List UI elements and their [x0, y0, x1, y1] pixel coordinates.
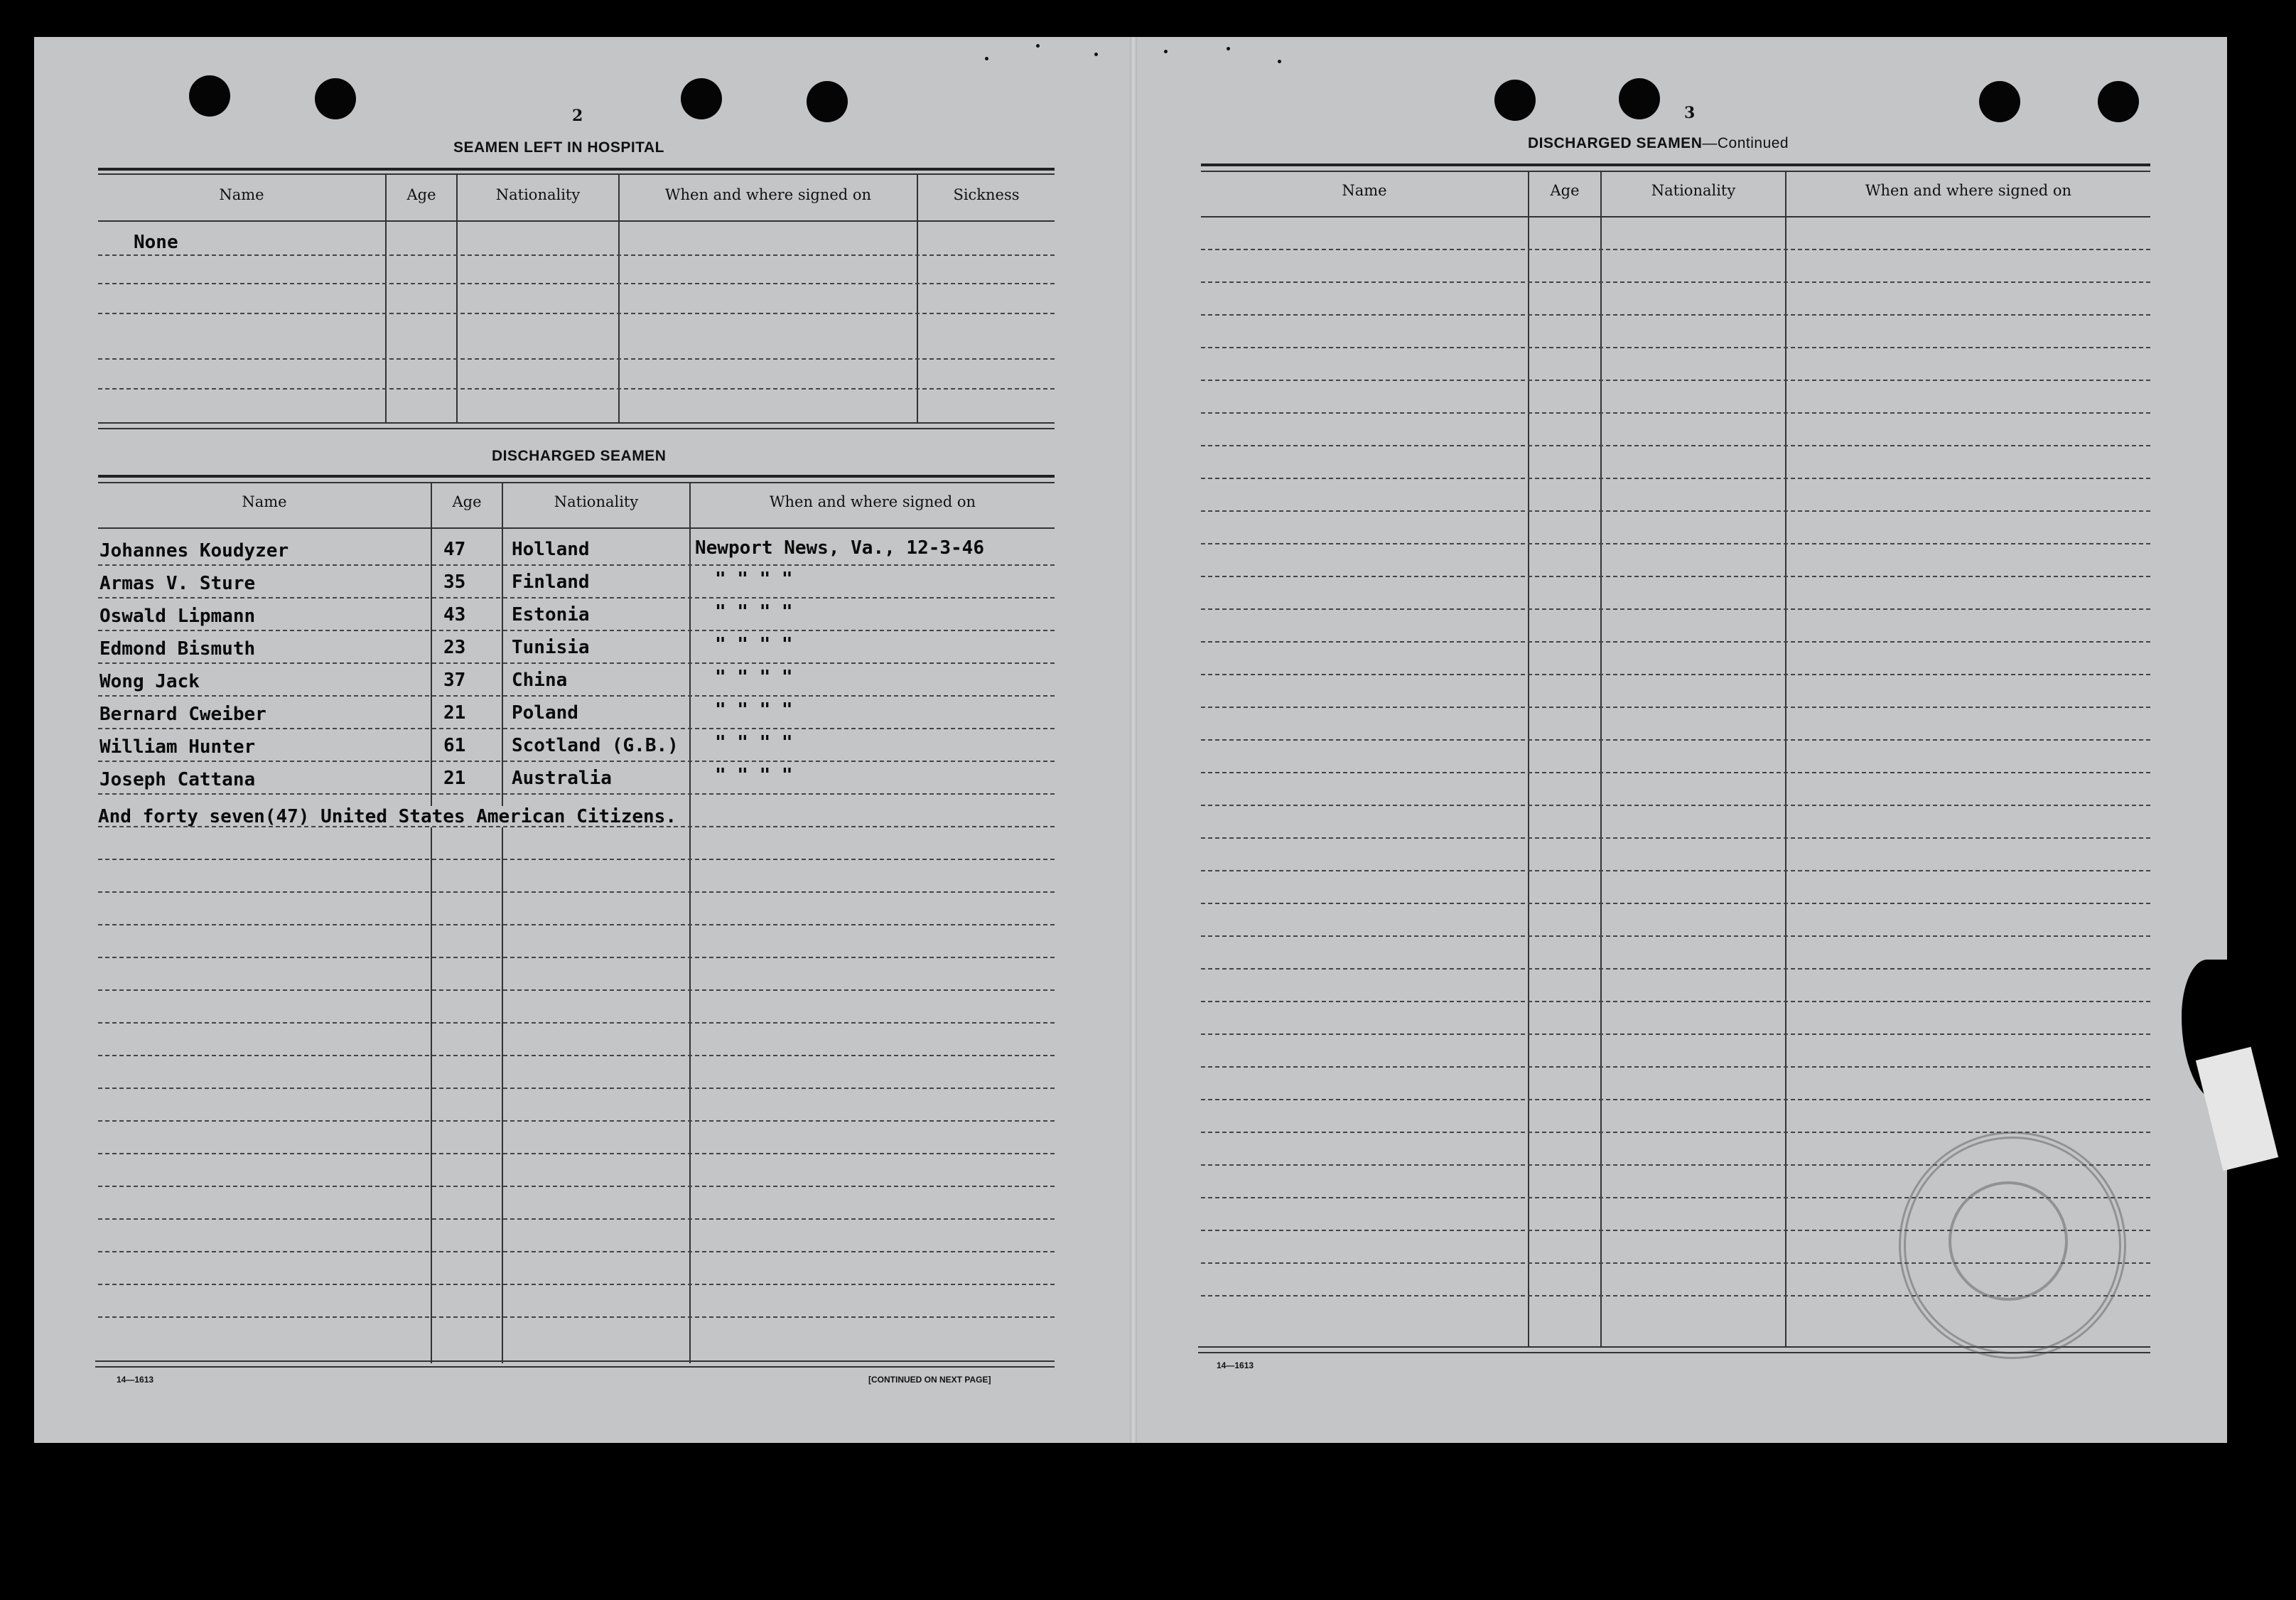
rule: [95, 1360, 1055, 1362]
citizens-note: And forty seven(47) United States American Citizens.: [98, 806, 679, 827]
dotted-rule: [98, 924, 1055, 925]
dotted-rule: [1201, 380, 2150, 381]
dotted-rule: [1201, 510, 2150, 512]
cell-name: Oswald Lipmann: [99, 606, 256, 627]
rule: [98, 527, 1055, 529]
speck: [1278, 60, 1281, 63]
dotted-rule: [1201, 903, 2150, 904]
dotted-rule: [98, 1055, 1055, 1056]
cell-nationality: Holland: [512, 539, 590, 560]
column-divider: [689, 483, 691, 1363]
cell-age: 43: [443, 604, 466, 625]
form-number: 14—1613: [1217, 1360, 1254, 1370]
continued-section-title: [1528, 135, 1789, 152]
cell-name: Johannes Koudyzer: [99, 540, 289, 562]
punch-hole: [1619, 78, 1660, 119]
column-divider: [502, 483, 503, 1363]
dotted-rule: [98, 891, 1055, 893]
dotted-rule: [1201, 1066, 2150, 1068]
hospital-section-title: SEAMEN LEFT IN HOSPITAL: [453, 139, 664, 156]
cell-name: William Hunter: [99, 736, 256, 758]
dotted-rule: [98, 1251, 1055, 1252]
cell-nationality: Estonia: [512, 604, 590, 625]
dotted-rule: [1201, 445, 2150, 446]
dotted-rule: [98, 564, 1055, 566]
dotted-rule: [98, 283, 1055, 284]
hospital-entry: None: [134, 232, 178, 253]
column-header-nationality: Nationality: [495, 186, 581, 203]
dotted-rule: [1201, 837, 2150, 839]
dotted-rule: [1201, 1033, 2150, 1035]
column-divider: [456, 175, 458, 422]
column-header-sickness: Sickness: [953, 186, 1020, 203]
cell-nationality: Scotland (G.B.): [512, 735, 679, 756]
rule: [98, 422, 1055, 424]
column-header-name: Name: [219, 186, 264, 203]
cell-signed-on: Newport News, Va., 12-3-46: [695, 537, 984, 559]
rule: [95, 1366, 1055, 1368]
dotted-rule: [98, 989, 1055, 991]
dotted-rule: [1201, 576, 2150, 577]
rule: [98, 428, 1055, 429]
column-divider: [1528, 172, 1529, 1348]
column-header-nationality: Nationality: [1651, 182, 1736, 199]
column-header-signed-on: When and where signed on: [1865, 182, 2072, 199]
cell-age: 21: [443, 768, 466, 789]
dotted-rule: [98, 388, 1055, 390]
dotted-rule: [98, 662, 1055, 664]
rule: [1201, 171, 2150, 172]
cell-name: Joseph Cattana: [99, 769, 256, 790]
punch-hole: [189, 75, 230, 117]
page-fold: [1130, 37, 1137, 1443]
cell-signed-on: " " " ": [715, 634, 793, 655]
dotted-rule: [1201, 249, 2150, 250]
cell-name: Bernard Cweiber: [99, 704, 266, 725]
page-number: 2: [572, 107, 583, 125]
cell-age: 47: [443, 539, 466, 560]
dotted-rule: [98, 1218, 1055, 1220]
dotted-rule: [1201, 347, 2150, 348]
dotted-rule: [1201, 739, 2150, 741]
column-header-age: Age: [452, 493, 482, 510]
rule: [98, 220, 1055, 222]
dotted-rule: [1201, 707, 2150, 708]
speck: [1227, 47, 1230, 50]
dotted-rule: [98, 630, 1055, 631]
punch-hole: [1494, 80, 1536, 121]
dotted-rule: [98, 1120, 1055, 1122]
dotted-rule: [98, 761, 1055, 762]
rule: [98, 168, 1055, 171]
dotted-rule: [98, 793, 1055, 795]
punch-hole: [2098, 81, 2139, 122]
punch-hole: [807, 81, 848, 122]
dotted-rule: [1201, 805, 2150, 806]
rule: [1201, 216, 2150, 218]
column-header-name: Name: [1342, 182, 1387, 199]
dotted-rule: [1201, 968, 2150, 970]
dotted-rule: [1201, 935, 2150, 937]
column-header-age: Age: [406, 186, 436, 203]
speck: [1036, 44, 1040, 48]
dotted-rule: [1201, 674, 2150, 675]
cell-signed-on: " " " ": [715, 765, 793, 786]
dotted-rule: [98, 1284, 1055, 1285]
cell-signed-on: " " " ": [715, 601, 793, 623]
dotted-rule: [1201, 870, 2150, 871]
dotted-rule: [98, 1153, 1055, 1154]
dotted-rule: [1201, 1099, 2150, 1100]
column-header-nationality: Nationality: [554, 493, 639, 510]
cell-age: 23: [443, 637, 466, 658]
postmark-stamp-center: [1949, 1181, 2068, 1301]
dotted-rule: [98, 313, 1055, 314]
speck: [1094, 53, 1098, 56]
dotted-rule: [98, 254, 1055, 256]
cell-nationality: Finland: [512, 571, 590, 593]
dotted-rule: [98, 1088, 1055, 1089]
punch-hole: [681, 78, 722, 119]
column-divider: [618, 175, 620, 422]
dotted-rule: [1201, 412, 2150, 414]
dotted-rule: [98, 826, 1055, 827]
discharged-section-title: DISCHARGED SEAMEN: [492, 448, 667, 464]
punch-hole: [1979, 81, 2020, 122]
continued-note: [CONTINUED ON NEXT PAGE]: [868, 1375, 991, 1385]
dotted-rule: [98, 358, 1055, 360]
column-divider: [1600, 172, 1602, 1348]
punch-hole: [315, 78, 356, 119]
cell-signed-on: " " " ": [715, 569, 793, 590]
cell-name: Wong Jack: [99, 671, 200, 692]
dotted-rule: [1201, 608, 2150, 610]
column-divider: [385, 175, 387, 422]
cell-age: 21: [443, 702, 466, 724]
column-divider: [431, 483, 432, 1363]
cell-age: 61: [443, 735, 466, 756]
dotted-rule: [98, 1316, 1055, 1318]
cell-nationality: China: [512, 670, 568, 691]
dotted-rule: [98, 859, 1055, 860]
section-title-suffix: —Continued: [1702, 135, 1789, 151]
dotted-rule: [1201, 314, 2150, 316]
column-divider: [917, 175, 918, 422]
section-title-main: DISCHARGED SEAMEN: [1528, 135, 1703, 151]
dotted-rule: [1201, 478, 2150, 479]
speck: [1164, 50, 1168, 53]
dotted-rule: [98, 728, 1055, 729]
column-header-signed-on: When and where signed on: [664, 186, 872, 203]
dotted-rule: [98, 597, 1055, 598]
dotted-rule: [98, 1022, 1055, 1024]
column-header-name: Name: [242, 493, 287, 510]
column-divider: [1785, 172, 1786, 1348]
cell-signed-on: " " " ": [715, 732, 793, 753]
dotted-rule: [1201, 641, 2150, 643]
dotted-rule: [98, 695, 1055, 697]
dotted-rule: [1201, 543, 2150, 544]
cell-age: 35: [443, 571, 466, 593]
postmark-stamp: [1899, 1132, 2126, 1359]
cell-nationality: Poland: [512, 702, 578, 724]
dotted-rule: [1201, 281, 2150, 283]
dotted-rule: [98, 957, 1055, 958]
dotted-rule: [98, 1186, 1055, 1187]
cell-signed-on: " " " ": [715, 667, 793, 688]
cell-name: Armas V. Sture: [99, 573, 256, 594]
cell-nationality: Australia: [512, 768, 612, 789]
column-header-age: Age: [1550, 182, 1580, 199]
page-number: 3: [1684, 104, 1696, 122]
cell-age: 37: [443, 670, 466, 691]
form-number: 14—1613: [117, 1375, 154, 1385]
cell-nationality: Tunisia: [512, 637, 590, 658]
column-header-signed-on: When and where signed on: [769, 493, 976, 510]
dotted-rule: [1201, 1001, 2150, 1002]
rule: [98, 475, 1055, 478]
dotted-rule: [1201, 772, 2150, 773]
rule: [1201, 163, 2150, 166]
speck: [985, 57, 988, 60]
cell-name: Edmond Bismuth: [99, 638, 256, 660]
cell-signed-on: " " " ": [715, 699, 793, 721]
rule: [98, 173, 1055, 175]
rule: [98, 482, 1055, 483]
